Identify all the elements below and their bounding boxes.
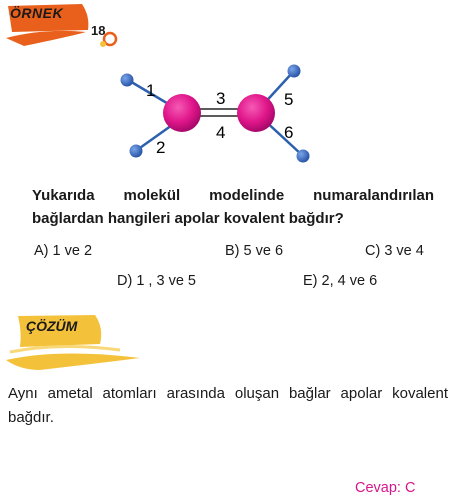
solution-text: Aynı ametal atomları arasında oluşan bağlar apolar kovalent bağdır. (8, 385, 448, 426)
carbon-atom-left (163, 94, 201, 132)
option-e[interactable]: E) 2, 4 ve 6 (303, 273, 378, 289)
bond-label-1: 1 (146, 81, 156, 100)
molecule-model (110, 60, 340, 170)
carbon-atom-right (237, 94, 275, 132)
bond-label-4: 4 (216, 123, 226, 142)
solution-label: ÇÖZÜM (26, 318, 78, 334)
hydrogen-atom-6 (297, 150, 310, 163)
bond-label-5: 5 (284, 90, 294, 109)
bond-label-3: 3 (216, 89, 226, 108)
hydrogen-atom-5 (288, 65, 301, 78)
bond-label-6: 6 (284, 123, 294, 142)
option-c[interactable]: C) 3 ve 4 (365, 243, 424, 259)
option-d[interactable]: D) 1 , 3 ve 5 (117, 273, 196, 289)
bond-label-2: 2 (156, 138, 166, 157)
hydrogen-atom-1 (121, 74, 134, 87)
example-number: 18 (91, 23, 106, 38)
hydrogen-atom-2 (130, 145, 143, 158)
question-text: Yukarıda molekül modelinde numaralandırılan bağlardan hangileri apolar kovalent bağdır? (32, 187, 434, 227)
option-a[interactable]: A) 1 ve 2 (34, 243, 93, 259)
example-label: ÖRNEK (10, 5, 64, 21)
answer-text: Cevap: C (355, 480, 416, 496)
option-b[interactable]: B) 5 ve 6 (225, 243, 284, 259)
